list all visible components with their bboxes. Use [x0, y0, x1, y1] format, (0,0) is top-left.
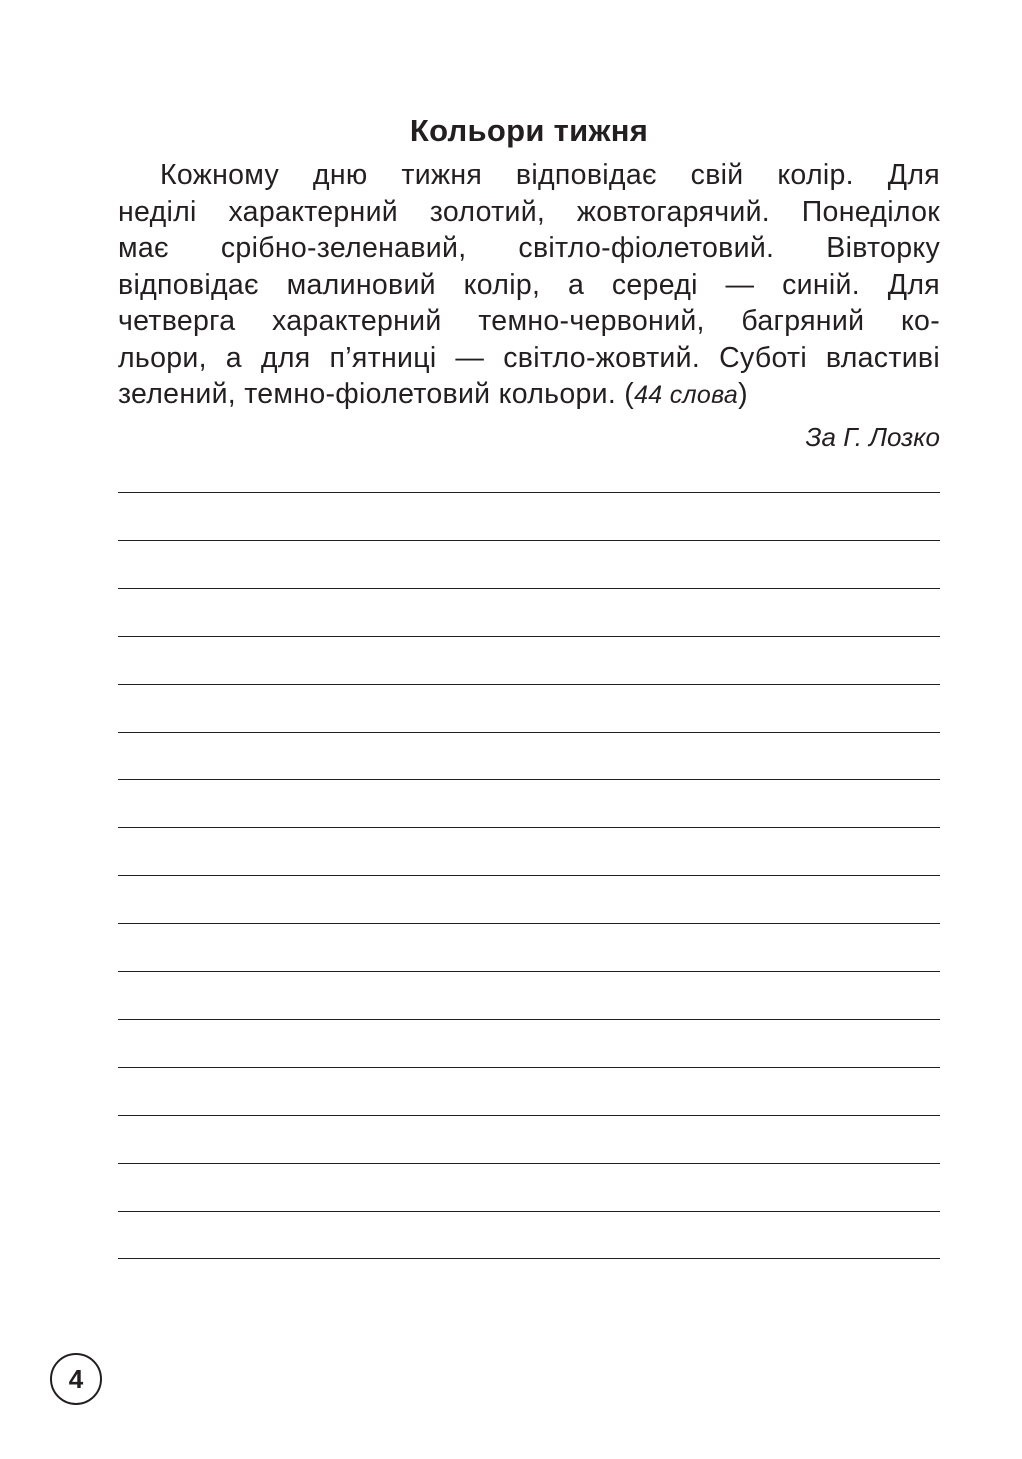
paragraph-line: неділі характерний золотий, жовтогарячий. Понеділок	[118, 195, 940, 228]
word-count-close: )	[738, 378, 748, 410]
writing-line	[118, 540, 940, 541]
writing-line	[118, 1211, 940, 1212]
paragraph-last-line	[118, 376, 940, 414]
paragraph-line: зелений, темно-фіолетовий кольори.	[118, 378, 617, 410]
writing-line	[118, 636, 940, 637]
paragraph-line: льори, а для п’ятниці — світло-жовтий. Суботі властиві	[118, 341, 940, 374]
paragraph	[118, 157, 940, 414]
writing-line	[118, 827, 940, 828]
writing-line	[118, 732, 940, 733]
word-count-open: (	[624, 378, 635, 410]
word-count: 44 слова	[634, 381, 739, 409]
writing-line	[118, 1258, 940, 1259]
page-number-badge	[50, 1353, 102, 1405]
paragraph-line: Кожному дню тижня відповідає свій колір. Для	[160, 159, 940, 191]
writing-line	[118, 684, 940, 685]
paragraph-line: відповідає малиновий колір, а середі — синій. Для	[118, 268, 940, 301]
writing-line	[118, 492, 940, 493]
paragraph-line: четверга характерний темно-червоний, багряний ко-	[118, 305, 940, 337]
writing-line	[118, 923, 940, 924]
writing-line	[118, 971, 940, 972]
page-number: 4	[68, 1363, 84, 1394]
author-attribution: За Г. Лозко	[805, 422, 940, 452]
paragraph-line: має срібно-зеленавий, світло-фіолетовий. Вівторку	[118, 232, 940, 264]
writing-line	[118, 779, 940, 780]
page-title: Кольори тижня	[409, 113, 649, 148]
writing-line	[118, 1163, 940, 1164]
writing-line	[118, 875, 940, 876]
writing-line	[118, 1019, 940, 1020]
writing-line	[118, 1067, 940, 1068]
writing-line	[118, 588, 940, 589]
writing-line	[118, 1115, 940, 1116]
